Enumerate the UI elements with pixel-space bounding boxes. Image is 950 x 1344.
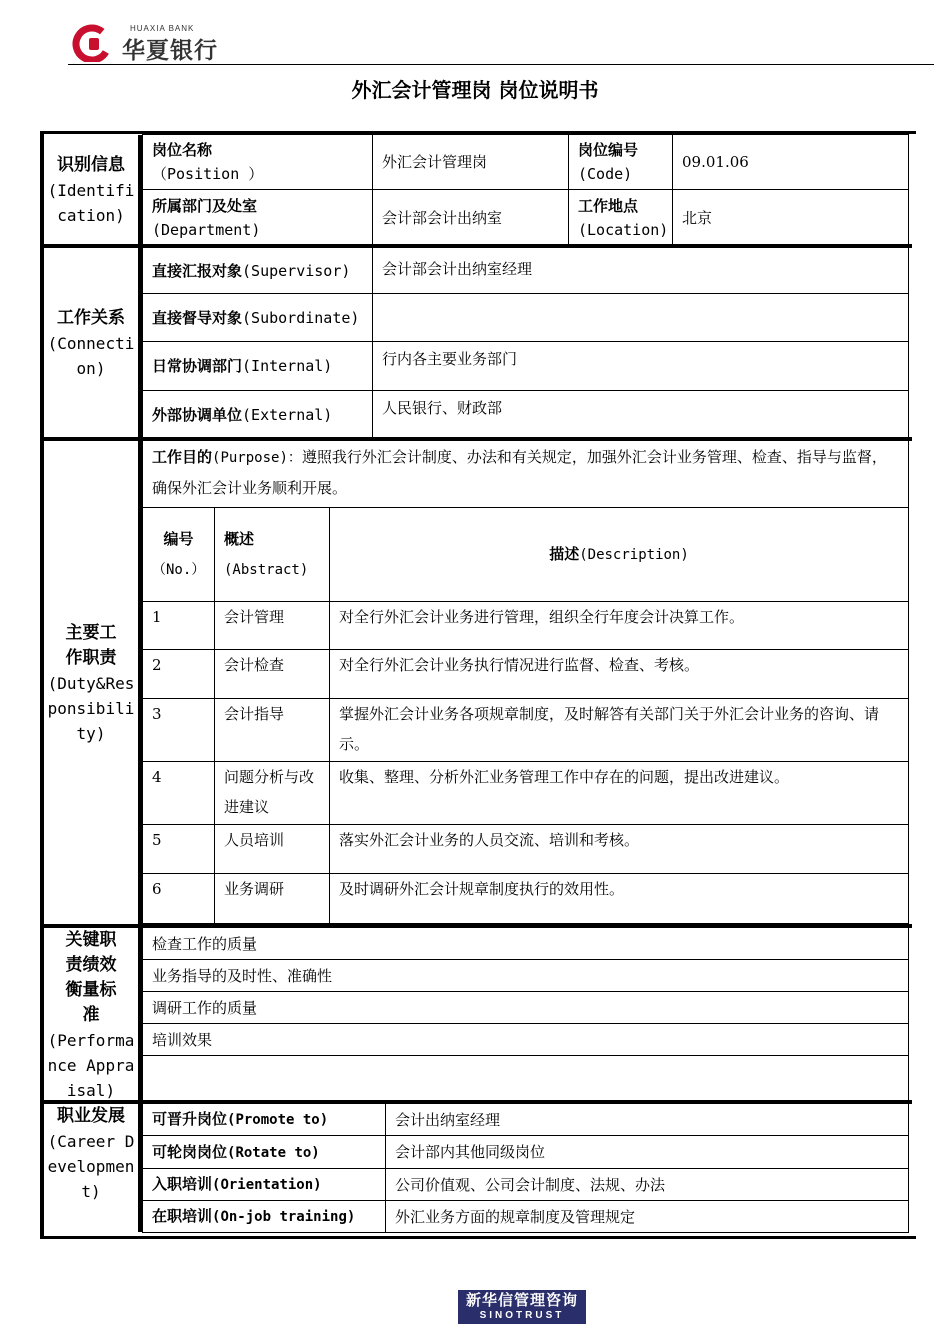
duty-description: 落实外汇会计业务的人员交流、培训和考核。	[330, 825, 909, 874]
identification-table	[142, 134, 909, 246]
duty-description: 对全行外汇会计业务执行情况进行监督、检查、考核。	[330, 650, 909, 699]
duty-no: 1	[143, 602, 215, 650]
section-title-cn: 识别信息	[57, 154, 125, 175]
promote-value: 会计出纳室经理	[386, 1104, 909, 1136]
list-item: 培训效果	[143, 1024, 909, 1056]
huaxia-logo-icon	[72, 24, 114, 62]
document-title: 外汇会计管理岗 岗位说明书	[351, 78, 599, 102]
duty-no: 4	[143, 762, 215, 825]
footer-logo-en: SINOTRUST	[479, 1310, 565, 1321]
section-title-en: (Duty&Responsibility)	[47, 673, 135, 743]
rotate-label: 可轮岗岗位(Rotate to)	[143, 1136, 386, 1169]
col-header-description: 描述(Description)	[330, 508, 909, 602]
location-label: 工作地点 (Location)	[569, 190, 673, 246]
duty-no: 6	[143, 874, 215, 924]
duty-no: 2	[143, 650, 215, 699]
duties-table	[142, 440, 909, 924]
bank-logo	[70, 22, 232, 66]
list-item	[143, 1056, 909, 1102]
subordinate-value	[373, 294, 909, 342]
rotate-value: 会计部内其他同级岗位	[386, 1136, 909, 1169]
duty-abstract: 业务调研	[215, 874, 330, 924]
col-header-abstract: 概述 (Abstract)	[215, 508, 330, 602]
orientation-label: 入职培训(Orientation)	[143, 1169, 386, 1201]
duty-abstract: 会计检查	[215, 650, 330, 699]
section-label-identification	[44, 135, 142, 245]
purpose-text: 遵照我行外汇会计制度、办法和有关规定，加强外汇会计业务管理、检查、指导与监督，确保外汇会计业务顺利开展。	[152, 448, 887, 497]
section-label-performance	[44, 928, 142, 1100]
table-row	[143, 602, 909, 650]
footer-logo-cn: 新华信管理咨询	[465, 1291, 578, 1309]
duty-description: 掌握外汇会计业务各项规章制度，及时解答有关部门关于外汇会计业务的咨询、请示。	[330, 699, 909, 762]
section-label-career	[44, 1104, 142, 1232]
sinotrust-logo	[458, 1290, 586, 1324]
table-row	[143, 650, 909, 699]
code-label: 岗位编号 (Code)	[569, 135, 673, 190]
list-item: 业务指导的及时性、准确性	[143, 960, 909, 992]
duty-description: 对全行外汇会计业务进行管理，组织全行年度会计决算工作。	[330, 602, 909, 650]
duty-abstract: 人员培训	[215, 825, 330, 874]
table-row	[143, 825, 909, 874]
duty-abstract: 会计指导	[215, 699, 330, 762]
table-row	[143, 762, 909, 825]
header-divider	[68, 64, 934, 65]
purpose-cell	[143, 441, 909, 508]
duty-no: 5	[143, 825, 215, 874]
code-value: 09.01.06	[673, 135, 909, 190]
table-row	[143, 874, 909, 924]
section-title-cn: 职业发展	[57, 1106, 125, 1126]
section-label-duties	[44, 441, 142, 925]
table-row	[143, 699, 909, 762]
internal-label: 日常协调部门(Internal)	[143, 342, 373, 391]
supervisor-value: 会计部会计出纳室经理	[373, 248, 909, 294]
duty-abstract: 问题分析与改进建议	[215, 762, 330, 825]
purpose-label: 工作目的	[152, 448, 213, 466]
promote-label: 可晋升岗位(Promote to)	[143, 1104, 386, 1136]
subordinate-label: 直接督导对象(Subordinate)	[143, 294, 373, 342]
section-title-cn: 关键职责绩效衡量标准	[65, 930, 117, 1025]
career-table	[142, 1103, 909, 1233]
list-item: 检查工作的质量	[143, 928, 909, 960]
section-title-en: (Identification)	[47, 180, 135, 225]
performance-table	[142, 927, 909, 1102]
col-header-no: 编号 （No.）	[143, 508, 215, 602]
section-label-connection	[44, 248, 142, 438]
department-label: 所属部门及处室 (Department)	[143, 190, 373, 246]
orientation-value: 公司价值观、公司会计制度、法规、办法	[386, 1169, 909, 1201]
section-title-en: (Performance Appraisal)	[47, 1031, 135, 1100]
position-value: 外汇会计管理岗	[373, 135, 569, 190]
onjob-label: 在职培训(On-job training)	[143, 1201, 386, 1233]
external-label: 外部协调单位(External)	[143, 391, 373, 440]
location-value: 北京	[673, 190, 909, 246]
supervisor-label: 直接汇报对象(Supervisor)	[143, 248, 373, 294]
duty-description: 收集、整理、分析外汇业务管理工作中存在的问题，提出改进建议。	[330, 762, 909, 825]
section-title-en: (Career Development)	[47, 1132, 135, 1201]
section-title-cn: 主要工作职责	[65, 622, 117, 668]
section-title-cn: 工作关系	[57, 307, 125, 328]
external-value: 人民银行、财政部	[373, 391, 909, 440]
list-item: 调研工作的质量	[143, 992, 909, 1024]
position-label: 岗位名称 （Position ）	[143, 135, 373, 190]
section-title-en: (Connection)	[47, 333, 135, 378]
duty-no: 3	[143, 699, 215, 762]
connection-table	[142, 247, 909, 440]
onjob-value: 外汇业务方面的规章制度及管理规定	[386, 1201, 909, 1233]
duty-abstract: 会计管理	[215, 602, 330, 650]
duty-description: 及时调研外汇会计规章制度执行的效用性。	[330, 874, 909, 924]
bank-name-cn: 华夏银行	[122, 38, 218, 64]
internal-value: 行内各主要业务部门	[373, 342, 909, 391]
purpose-label-en: (Purpose)：	[212, 450, 302, 466]
department-value: 会计部会计出纳室	[373, 190, 569, 246]
bank-name-en: HUAXIA BANK	[130, 24, 195, 33]
